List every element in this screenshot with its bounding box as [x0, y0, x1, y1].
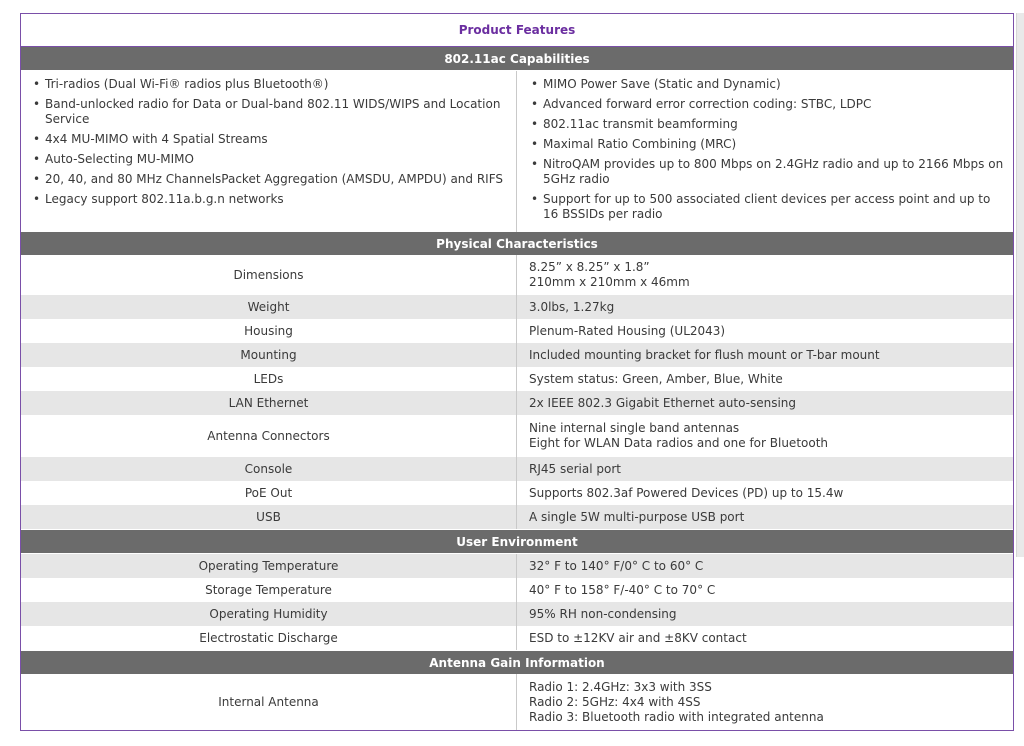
list-item: • Tri-radios (Dual Wi-Fi® radios plus Bluetooth®) [31, 77, 508, 92]
table-row [21, 602, 1013, 626]
list-item: • 802.11ac transmit beamforming [529, 117, 1005, 132]
row-label: Internal Antenna [21, 674, 517, 730]
value-line: Radio 2: 5GHz: 4x4 with 4SS [529, 694, 701, 709]
value-line: A single 5W multi-purpose USB port [529, 509, 745, 524]
value-line: 3.0lbs, 1.27kg [529, 299, 615, 314]
list-item: • 20, 40, and 80 MHz ChannelsPacket Aggregation (AMSDU, AMPDU) and RIFS [31, 172, 508, 187]
row-value [517, 343, 1013, 367]
row-value [517, 626, 1013, 650]
table-row [21, 578, 1013, 602]
table-row [21, 255, 1013, 295]
row-value [517, 481, 1013, 505]
table-row [21, 415, 1013, 457]
row-label: PoE Out [21, 481, 517, 505]
scrollbar[interactable] [1016, 13, 1024, 557]
row-value [517, 391, 1013, 415]
row-value [517, 415, 1013, 457]
table-row [21, 457, 1013, 481]
value-line: Nine internal single band antennas [529, 421, 740, 435]
row-label: Dimensions [21, 255, 517, 295]
product-features-table [20, 13, 1014, 731]
value-line: Included mounting bracket for flush mount or T-bar mount [529, 347, 880, 362]
row-value [517, 319, 1013, 343]
section-header-antenna: Antenna Gain Information [21, 651, 1013, 674]
value-line: 8.25” x 8.25” x 1.8” [529, 260, 650, 274]
row-value [517, 674, 1013, 730]
row-label: LEDs [21, 367, 517, 391]
value-line: 2x IEEE 802.3 Gigabit Ethernet auto-sensing [529, 395, 797, 410]
row-label: Console [21, 457, 517, 481]
row-value [517, 457, 1013, 481]
table-row [21, 481, 1013, 505]
value-line: Plenum-Rated Housing (UL2043) [529, 323, 726, 338]
list-item: • Band-unlocked radio for Data or Dual-band 802.11 WIDS/WIPS and Location Service [31, 97, 508, 127]
row-value [517, 505, 1013, 529]
table-row [21, 367, 1013, 391]
value-line: 210mm x 210mm x 46mm [529, 275, 690, 289]
row-label: Storage Temperature [21, 578, 517, 602]
row-label: LAN Ethernet [21, 391, 517, 415]
row-label: Electrostatic Discharge [21, 626, 517, 650]
row-value [517, 578, 1013, 602]
row-label: Operating Temperature [21, 554, 517, 578]
value-line: Eight for WLAN Data radios and one for Bluetooth [529, 436, 829, 450]
table-row [21, 674, 1013, 730]
list-item: • Legacy support 802.11a.b.g.n networks [31, 192, 508, 207]
capabilities-left-column [21, 71, 517, 232]
capabilities-block [21, 71, 1013, 232]
row-label: Housing [21, 319, 517, 343]
table-row [21, 554, 1013, 578]
table-row [21, 343, 1013, 367]
row-label: Operating Humidity [21, 602, 517, 626]
list-item: • NitroQAM provides up to 800 Mbps on 2.4GHz radio and up to 2166 Mbps on 5GHz radio [529, 157, 1005, 187]
table-title: Product Features [21, 14, 1013, 47]
row-value [517, 295, 1013, 319]
row-label: USB [21, 505, 517, 529]
list-item: • Advanced forward error correction coding: STBC, LDPC [529, 97, 1005, 112]
row-value [517, 602, 1013, 626]
row-label: Mounting [21, 343, 517, 367]
list-item: • MIMO Power Save (Static and Dynamic) [529, 77, 1005, 92]
table-row [21, 295, 1013, 319]
table-row [21, 391, 1013, 415]
section-header-environment: User Environment [21, 530, 1013, 553]
capabilities-right-column [517, 71, 1013, 232]
section-header-capabilities: 802.11ac Capabilities [21, 47, 1013, 70]
section-header-physical: Physical Characteristics [21, 232, 1013, 255]
table-row [21, 626, 1013, 650]
value-line: 40° F to 158° F/-40° C to 70° C [529, 582, 716, 597]
row-value [517, 554, 1013, 578]
value-line: 95% RH non-condensing [529, 606, 677, 621]
row-value [517, 255, 1013, 295]
list-item: • Auto-Selecting MU-MIMO [31, 152, 508, 167]
list-item: • Maximal Ratio Combining (MRC) [529, 137, 1005, 152]
value-line: Supports 802.3af Powered Devices (PD) up to 15.4w [529, 485, 844, 500]
value-line: ESD to ±12KV air and ±8KV contact [529, 630, 747, 645]
row-label: Antenna Connectors [21, 415, 517, 457]
table-row [21, 319, 1013, 343]
row-value [517, 367, 1013, 391]
value-line: Radio 1: 2.4GHz: 3x3 with 3SS [529, 679, 712, 694]
value-line: RJ45 serial port [529, 461, 621, 476]
row-label: Weight [21, 295, 517, 319]
value-line: 32° F to 140° F/0° C to 60° C [529, 558, 704, 573]
value-line: Radio 3: Bluetooth radio with integrated antenna [529, 709, 824, 724]
list-item: • 4x4 MU-MIMO with 4 Spatial Streams [31, 132, 508, 147]
value-line: System status: Green, Amber, Blue, White [529, 371, 783, 386]
table-row [21, 505, 1013, 529]
list-item: • Support for up to 500 associated client devices per access point and up to 16 BSSIDs per radio [529, 192, 1005, 222]
